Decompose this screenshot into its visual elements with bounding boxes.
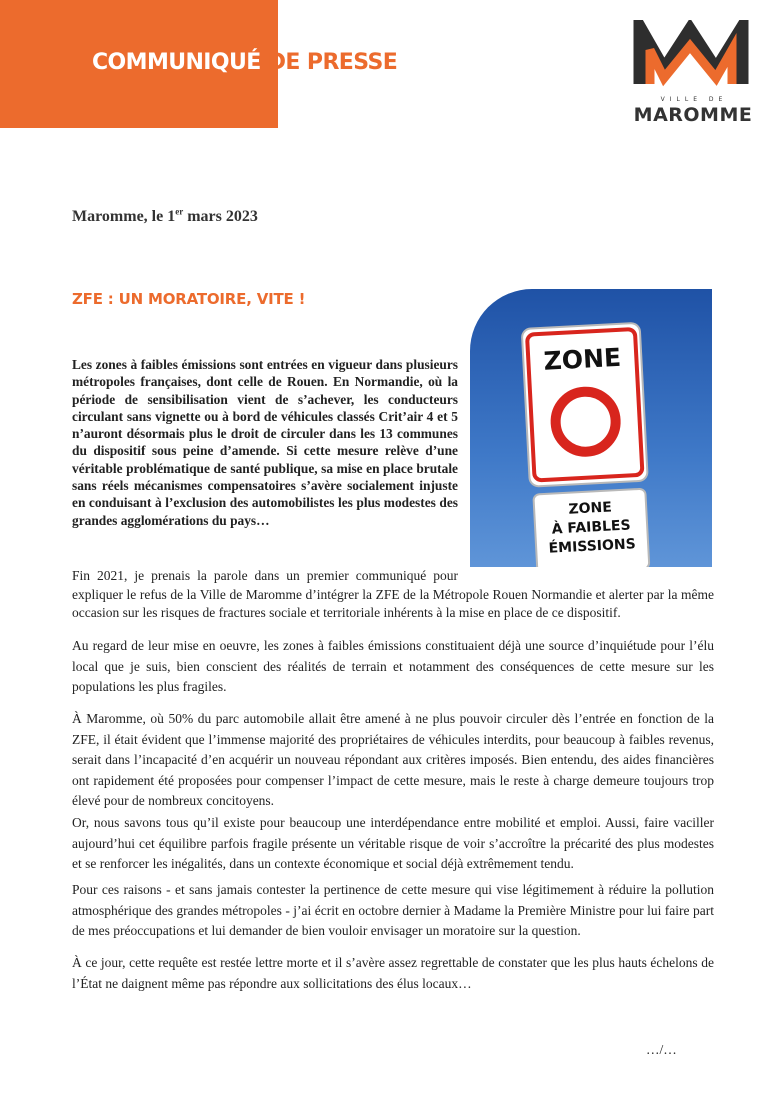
paragraph-4: Or, nous savons tous qu’il existe pour beaucoup une interdépendance entre mobilité et emploi. Aussi, faire vaciller aujourd’hui cet équilibre parfois fragile présente un véritable risque de voir s’accroître la précarité des plus modestes et se renforcer les inégalités, dans un contexte économique et social déjà extrêmement tendu. — [72, 815, 714, 871]
paragraph-1-first-line: Fin 2021, je prenais la parole dans un premier communiqué pour — [72, 568, 458, 583]
maromme-logo — [632, 20, 754, 128]
lead-paragraph: Les zones à faibles émissions sont entrées en vigueur dans plusieurs métropoles françaises, dont celle de Rouen. En Normandie, où la période de sensibilisation vient de s’achever, les conducteurs circulant sans vignette ou à bord de véhicules classés Crit’air 4 et 5 n’auront désormais plus le droit de circuler dans les 13 communes du dispositif sous peine d’amende. Si cette mesure relève d’une véritable problématique de santé publique, sa mise en place brutale sans réels mécanismes compensatoires s’avère socialement injuste en conduisant à l’exclusion des automobilistes les plus modestes des grandes agglomérations du pays… — [72, 357, 458, 528]
title-part-presse: DE PRESSE — [267, 50, 398, 75]
paragraph-2: Au regard de leur mise en oeuvre, les zones à faibles émissions constituaient déjà une source d’inquiétude pour l’élu local que je suis, bien conscient des réalités de terrain et notamment des conséquences de cette mesure sur les populations les plus fragiles. — [72, 638, 714, 694]
sign-line-1: ZONE — [568, 499, 613, 518]
headline: ZFE : UN MORATOIRE, VITE ! — [72, 290, 306, 308]
paragraph-6: À ce jour, cette requête est restée lettre morte et il s’avère assez regrettable de constater que les plus hauts échelons de l’État ne daignent même pas répondre aux sollicitations des élus locaux… — [72, 955, 714, 991]
paragraph-1-continuation: expliquer le refus de la Ville de Maromme d’intégrer la ZFE de la Métropole Rouen Normandie et alerter par la même occasion sur les risques de fractures sociale et territoriale inhérents à la mise en place de ce dispositif. — [72, 586, 714, 620]
logo-city-name: MAROMME — [633, 104, 753, 126]
sign-zone-text: ZONE — [542, 342, 622, 376]
paragraph-5: Pour ces raisons - et sans jamais contester la pertinence de cette mesure qui vise légitimement à réduire la pollution atmosphérique des grandes métropoles - j’ai écrit en octobre dernier à Madame la Première Ministre pour lui faire part de mes préoccupations et lui demander de bien vouloir envisager un moratoire sur la question. — [72, 882, 714, 938]
paragraph-3: À Maromme, où 50% du parc automobile allait être amené à ne plus pouvoir circuler dès l’entrée en fonction de la ZFE, il était évident que l’immense majorité des propriétaires de véhicules interdits, pour beaucoup à faibles revenus, serait dans l’incapacité d’en acquérir un nouveau répondant aux critères imposés. Bien entendu, des aides financières ont rapidement été proposées pour compenser l’impact de cette mesure, mais le reste à charge demeure toujours trop élevé pour de nombreux concitoyens. — [72, 711, 714, 808]
logo-emblem-icon — [632, 20, 754, 96]
sign-line-2: À FAIBLES — [551, 517, 632, 538]
document-type-title — [92, 50, 532, 75]
logo-ville-de: VILLE DE — [660, 96, 728, 103]
dateline-prefix: Maromme, le 1 — [72, 208, 176, 225]
title-part-communique: COMMUNIQUÉ — [92, 50, 261, 75]
sign-line-3: ÉMISSIONS — [548, 536, 637, 557]
continuation-marker: …/… — [646, 1042, 677, 1057]
dateline-suffix: mars 2023 — [183, 208, 258, 225]
dateline-ordinal: er — [175, 206, 184, 217]
dateline — [72, 208, 258, 226]
zfe-sign-photo — [470, 289, 712, 567]
